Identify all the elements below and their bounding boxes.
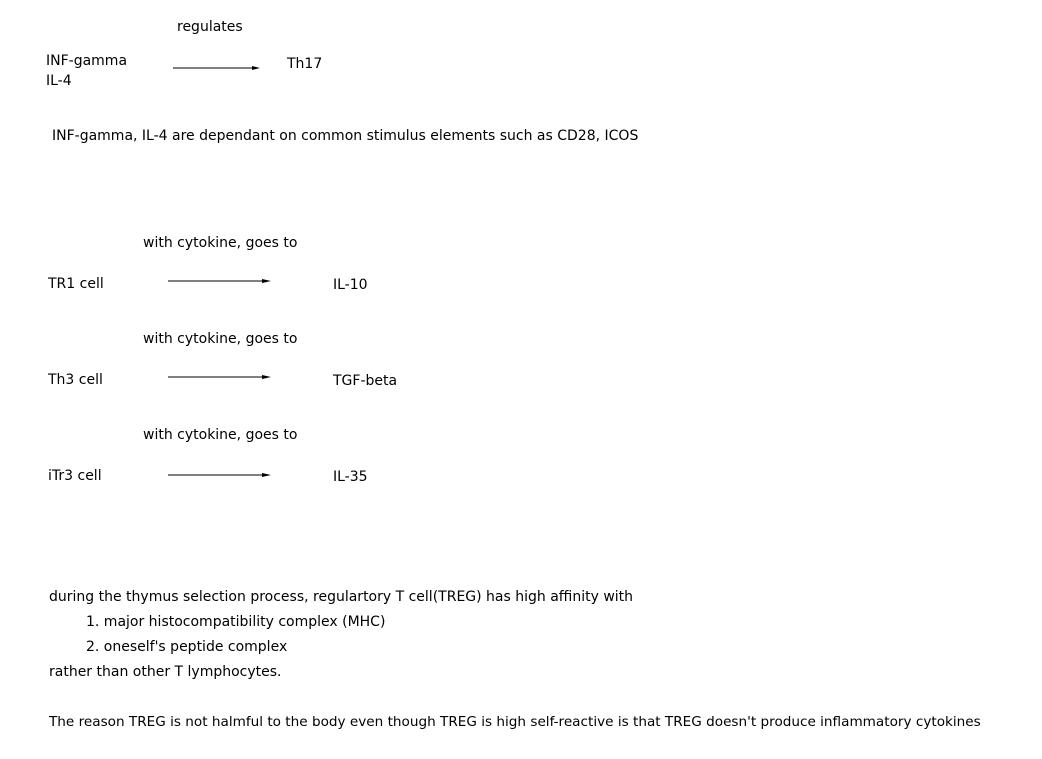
regulates-arrow bbox=[172, 63, 262, 73]
treg-reason: The reason TREG is not halmful to the body even though TREG is high self-reactive is that TREG doesn't produce inflammatory cytokines bbox=[49, 714, 981, 730]
pathway-label-2: with cytokine, goes to bbox=[143, 331, 298, 347]
pathway-target-3: IL-35 bbox=[333, 469, 368, 485]
target-th17: Th17 bbox=[287, 56, 323, 72]
treg-intro: during the thymus selection process, regulartory T cell(TREG) has high affinity with bbox=[49, 589, 634, 605]
pathway-source-1: TR1 cell bbox=[48, 276, 104, 292]
pathway-target-2: TGF-beta bbox=[333, 373, 398, 389]
pathway-arrow-2 bbox=[167, 372, 277, 382]
treg-outro: rather than other T lymphocytes. bbox=[49, 664, 282, 680]
pathway-arrow-1 bbox=[167, 276, 277, 286]
pathway-source-3: iTr3 cell bbox=[48, 468, 102, 484]
pathway-label-1: with cytokine, goes to bbox=[143, 235, 298, 251]
pathway-label-3: with cytokine, goes to bbox=[143, 427, 298, 443]
treg-item-2: 2. oneself's peptide complex bbox=[86, 639, 288, 655]
pathway-arrow-3 bbox=[167, 470, 277, 480]
regulates-label: regulates bbox=[177, 19, 243, 35]
pathway-target-1: IL-10 bbox=[333, 277, 368, 293]
pathway-source-2: Th3 cell bbox=[48, 372, 103, 388]
source-il-4: IL-4 bbox=[46, 73, 72, 89]
treg-item-1: 1. major histocompatibility complex (MHC) bbox=[86, 614, 386, 630]
stimulus-note: INF-gamma, IL-4 are dependant on common stimulus elements such as CD28, ICOS bbox=[52, 128, 639, 144]
source-inf-gamma: INF-gamma bbox=[46, 53, 128, 69]
